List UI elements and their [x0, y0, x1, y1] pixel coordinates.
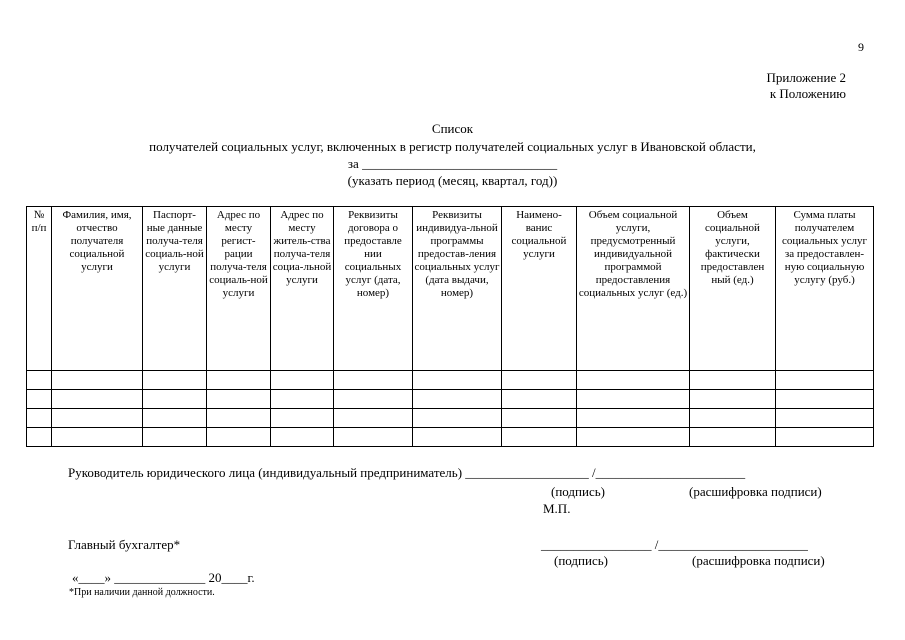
title-list: Список — [431, 121, 474, 136]
stamp-place: М.П. — [543, 501, 571, 516]
table-row — [27, 390, 874, 409]
col-header-number: № п/п — [27, 207, 52, 371]
register-table — [26, 206, 874, 447]
table-row — [27, 428, 874, 447]
accountant-sign-caption: (подпись) — [554, 553, 608, 568]
table-row — [27, 371, 874, 390]
title-description: получателей социальных услуг, включенных в регистр получателей социальных услуг в Ивановской области, — [149, 139, 756, 154]
head-sign-caption: (подпись) — [551, 484, 605, 499]
head-decode-caption: (расшифровка подписи) — [689, 484, 822, 499]
col-header-residence-address: Адрес по месту житель-ства получа-теля социа-льной услуги — [271, 207, 334, 371]
date-line: «____» ______________ 20____г. — [72, 570, 255, 585]
accountant-signature-line: _________________ /_______________________ — [541, 537, 808, 552]
table-header-row — [27, 207, 874, 371]
title-period-line: за ______________________________ — [347, 156, 558, 171]
col-header-full-name: Фамилия, имя, отчество получателя социальной услуги — [52, 207, 143, 371]
footnote: *При наличии данной должности. — [69, 587, 215, 598]
col-header-planned-volume: Объем социальной услуги, предусмотренный индивидуальной программой предоставления социальных услуг (ед.) — [577, 207, 690, 371]
col-header-program-details: Реквизиты индивидуа-льной программы предостав-ления социальных услуг (дата выдачи, номер) — [413, 207, 502, 371]
accountant-label: Главный бухгалтер* — [68, 537, 181, 552]
appendix-line-2: к Положению — [769, 86, 846, 101]
appendix-line-1: Приложение 2 — [766, 70, 846, 85]
col-header-passport: Паспорт-ные данные получа-теля социаль-ной услуги — [143, 207, 207, 371]
col-header-service-name: Наимено-ванис социальной услуги — [502, 207, 577, 371]
appendix-note — [700, 70, 846, 102]
head-signature-line: Руководитель юридического лица (индивидуальный предприниматель) ___________________ /_______________________ — [68, 465, 746, 480]
title-period-hint: (указать период (месяц, квартал, год)) — [347, 173, 558, 188]
accountant-decode-caption: (расшифровка подписи) — [692, 553, 825, 568]
page-number: 9 — [858, 40, 864, 54]
col-header-actual-volume: Объем социальной услуги, фактически предоставлен ный (ед.) — [690, 207, 776, 371]
col-header-registration-address: Адрес по месту регист-рации получа-теля социаль-ной услуги — [207, 207, 271, 371]
table-row — [27, 409, 874, 428]
col-header-payment-amount: Сумма платы получателем социальных услуг за предоставлен-ную социальную услугу (руб.) — [776, 207, 874, 371]
col-header-contract-details: Реквизиты договора о предоставле нии социальных услуг (дата, номер) — [334, 207, 413, 371]
